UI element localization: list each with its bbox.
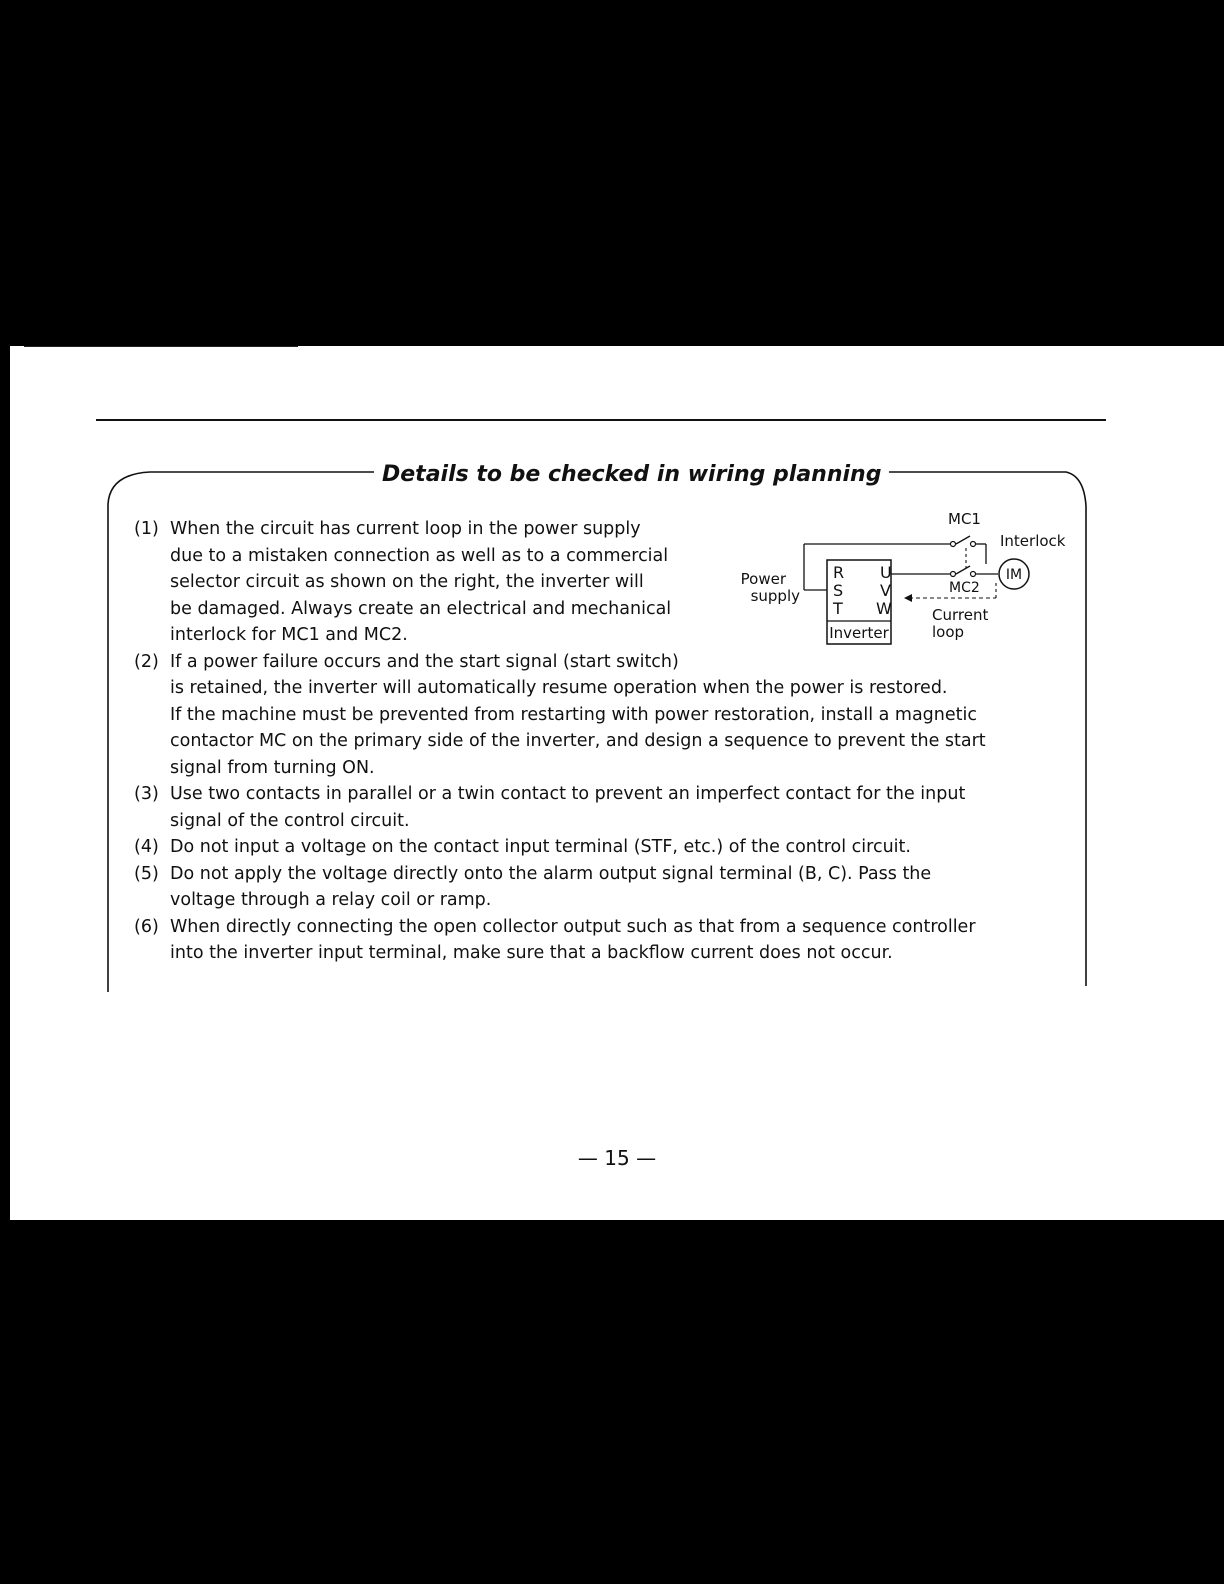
item-number: (2) (134, 651, 159, 672)
terminal-s: S (833, 581, 844, 600)
item-line: When directly connecting the open collector output such as that from a sequence controller (170, 916, 976, 937)
current-loop-label-line1: Current (932, 606, 989, 624)
item-number: (1) (134, 519, 159, 539)
current-loop-label-line2: loop (932, 623, 965, 641)
checklist-item (134, 914, 1054, 967)
page-number: — 15 — (577, 1146, 657, 1170)
item-line: If a power failure occurs and the start signal (start switch) (170, 651, 679, 672)
terminal-u: U (880, 563, 892, 582)
section-title: Details to be checked in wiring planning (374, 462, 889, 487)
power-label-line1: Power (740, 570, 786, 588)
item-number: (5) (134, 863, 159, 884)
item-line: If the machine must be prevented from restarting with power restoration, install a magnetic (170, 704, 977, 725)
checklist-item (134, 649, 1054, 782)
item-line: signal of the control circuit. (170, 810, 410, 831)
item-line: signal from turning ON. (170, 757, 375, 778)
item-line: contactor MC on the primary side of the inverter, and design a sequence to prevent the start (170, 731, 986, 751)
item-line: voltage through a relay coil or ramp. (170, 890, 492, 910)
manual-page (10, 346, 1224, 1220)
item-number: (4) (134, 837, 159, 857)
checklist-item (134, 834, 1054, 861)
item-line: When the circuit has current loop in the power supply (170, 519, 641, 539)
item-number: (3) (134, 784, 159, 804)
item-line: interlock for MC1 and MC2. (170, 625, 408, 645)
mc1-label: MC1 (948, 510, 981, 528)
checklist-item (134, 861, 1054, 914)
interlock-label: Interlock (1000, 532, 1066, 550)
terminal-t: T (833, 599, 843, 618)
power-label-line2: supply (750, 587, 800, 605)
checklist-item (134, 781, 1054, 834)
item-line: due to a mistaken connection as well as to a commercial (170, 545, 669, 566)
item-line: be damaged. Always create an electrical and mechanical (170, 598, 672, 619)
item-number: (6) (134, 916, 159, 937)
terminal-r: R (833, 563, 845, 582)
motor-label: IM (1005, 567, 1023, 583)
terminal-w: W (876, 599, 892, 618)
item-line: selector circuit as shown on the right, the inverter will (170, 572, 644, 592)
item-line: is retained, the inverter will automatically resume operation when the power is restored. (170, 678, 948, 698)
item-line: into the inverter input terminal, make sure that a backflow current does not occur. (170, 943, 893, 963)
wiring-diagram (734, 506, 1074, 646)
item-line: Use two contacts in parallel or a twin contact to prevent an imperfect contact for the input (170, 784, 966, 804)
inverter-label: Inverter (829, 624, 889, 642)
mc2-label: MC2 (949, 580, 980, 596)
item-line: Do not input a voltage on the contact input terminal (STF, etc.) of the control circuit. (170, 837, 911, 857)
item-line: Do not apply the voltage directly onto the alarm output signal terminal (B, C). Pass the (170, 863, 932, 884)
terminal-v: V (880, 581, 891, 600)
